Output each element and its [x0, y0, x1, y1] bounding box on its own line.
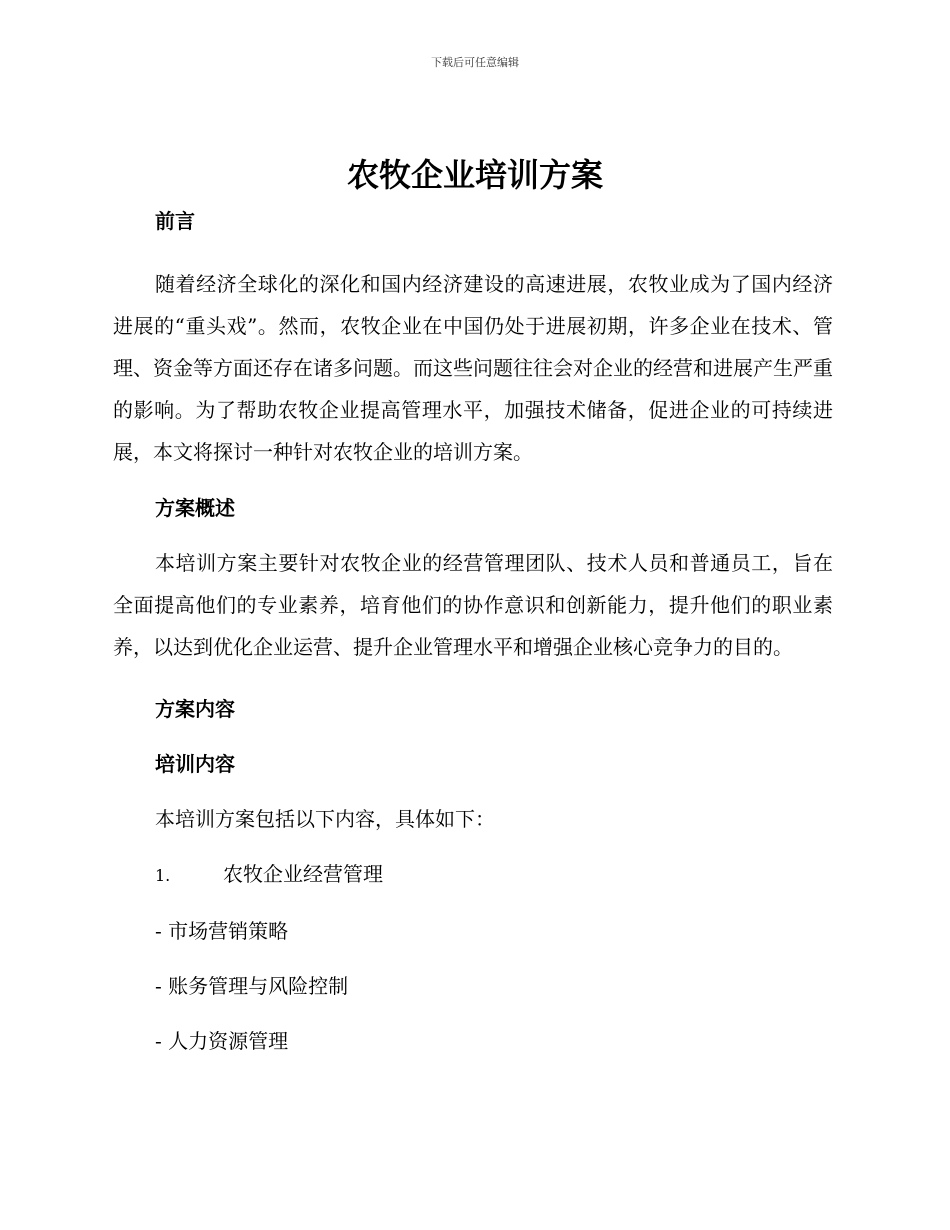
sub-item-hr: - 人力资源管理	[155, 1029, 289, 1053]
training-heading: 培训内容	[155, 752, 235, 776]
sub-item-marketing: - 市场营销策略	[155, 919, 289, 943]
document-body	[113, 200, 833, 1056]
overview-heading: 方案概述	[155, 496, 235, 520]
document-title: 农牧企业培训方案	[346, 156, 603, 194]
content-heading: 方案内容	[155, 697, 235, 721]
sub-item-finance: - 账务管理与风险控制	[155, 974, 349, 998]
preface-paragraph: 随着经济全球化的深化和国内经济建设的高速进展，农牧业成为了国内经济进展的“重头戏”。然而，农牧企业在中国仍处于进展初期，许多企业在技术、管理、资金等方面还存在诸多问题。而这些问题往往会对企业的经营和进展产生严重的影响。为了帮助农牧企业提高管理水平，加强技术储备，促进企业的可持续进展，本文将探讨一种针对农牧企业的培训方案。	[113, 272, 833, 464]
list-item-1	[113, 859, 833, 891]
list-item-number: 1.	[155, 866, 171, 885]
header-note: 下载后可任意编辑	[431, 56, 519, 69]
training-intro: 本培训方案包括以下内容，具体如下：	[155, 807, 495, 831]
preface-heading: 前言	[155, 209, 195, 233]
overview-paragraph: 本培训方案主要针对农牧企业的经营管理团队、技术人员和普通员工，旨在全面提高他们的专业素养，培育他们的协作意识和创新能力，提升他们的职业素养，以达到优化企业运营、提升企业管理水平和增强企业核心竞争力的目的。	[113, 551, 833, 659]
list-item-label: 农牧企业经营管理	[223, 862, 383, 886]
